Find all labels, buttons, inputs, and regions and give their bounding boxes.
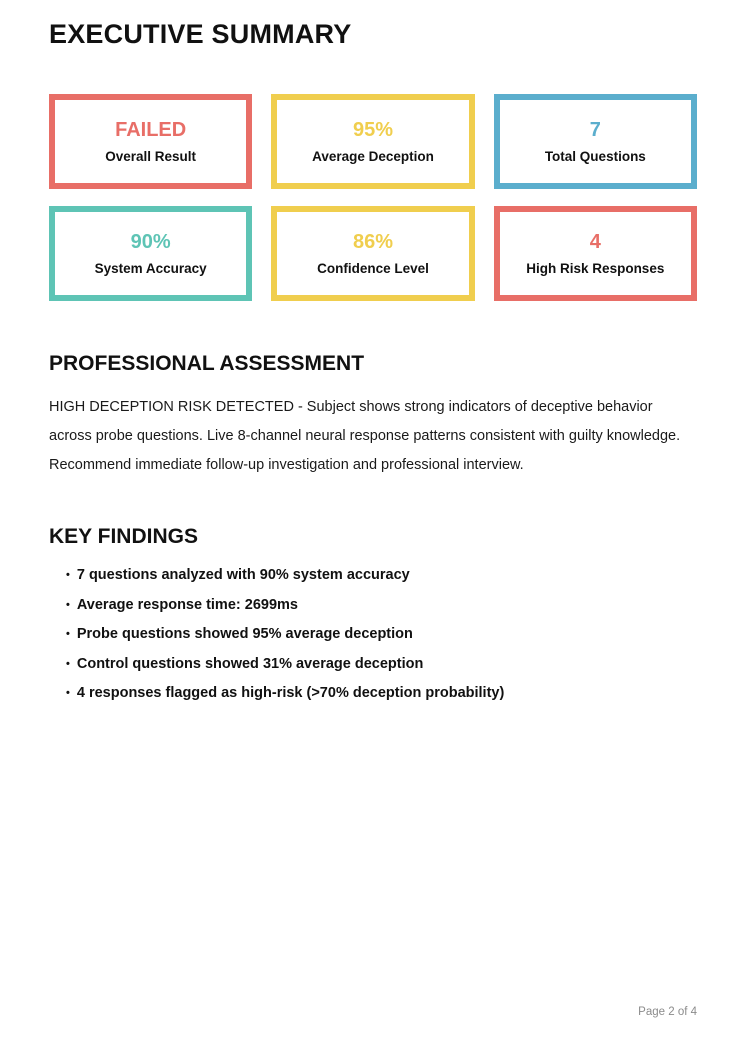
page-number: Page 2 of 4 bbox=[638, 1006, 697, 1018]
card-confidence-level bbox=[271, 206, 474, 301]
card-average-deception-value: 95% bbox=[352, 118, 393, 141]
card-average-deception-label: Average Deception bbox=[312, 148, 434, 164]
page-title: EXECUTIVE SUMMARY bbox=[49, 19, 352, 49]
card-high-risk-responses-value: 4 bbox=[589, 230, 601, 253]
bullet-icon: • bbox=[66, 657, 70, 670]
card-total-questions bbox=[494, 94, 697, 189]
key-findings-list bbox=[49, 567, 697, 702]
professional-assessment-text: HIGH DECEPTION RISK DETECTED - Subject shows strong indicators of deceptive behavior across probe questions. Live 8-channel neural response patterns consistent with guilty knowledge. Recommend immediate follow-up investigation and professional interview. bbox=[49, 399, 681, 473]
card-total-questions-label: Total Questions bbox=[544, 148, 646, 164]
card-system-accuracy bbox=[49, 206, 252, 301]
card-system-accuracy-label: System Accuracy bbox=[94, 260, 207, 276]
card-average-deception bbox=[271, 94, 474, 189]
card-overall-result bbox=[49, 94, 252, 189]
card-system-accuracy-value: 90% bbox=[130, 230, 171, 253]
key-finding-text: 4 responses flagged as high-risk (>70% deception probability) bbox=[76, 685, 505, 701]
key-finding-item bbox=[66, 567, 697, 584]
card-overall-result-label: Overall Result bbox=[105, 148, 197, 164]
card-high-risk-responses-label: High Risk Responses bbox=[526, 260, 665, 276]
key-finding-item bbox=[66, 685, 697, 702]
professional-assessment-heading: PROFESSIONAL ASSESSMENT bbox=[49, 352, 365, 375]
card-total-questions-value: 7 bbox=[589, 118, 601, 141]
bullet-icon: • bbox=[66, 569, 70, 581]
bullet-icon: • bbox=[66, 628, 70, 640]
bullet-icon: • bbox=[66, 598, 70, 611]
key-finding-text: Average response time: 2699ms bbox=[76, 596, 298, 613]
summary-cards-grid bbox=[49, 94, 697, 301]
key-findings-heading: KEY FINDINGS bbox=[49, 525, 198, 548]
key-finding-item bbox=[66, 656, 697, 673]
card-confidence-level-value: 86% bbox=[352, 230, 393, 253]
key-finding-text: Probe questions showed 95% average deception bbox=[76, 626, 413, 642]
bullet-icon: • bbox=[66, 687, 70, 699]
card-high-risk-responses bbox=[494, 206, 697, 301]
card-confidence-level-label: Confidence Level bbox=[317, 260, 429, 276]
key-finding-item bbox=[66, 626, 697, 643]
card-overall-result-value: FAILED bbox=[115, 118, 187, 141]
key-finding-item bbox=[66, 597, 697, 614]
key-finding-text: Control questions showed 31% average deception bbox=[76, 655, 424, 672]
key-finding-text: 7 questions analyzed with 90% system accuracy bbox=[76, 567, 410, 583]
